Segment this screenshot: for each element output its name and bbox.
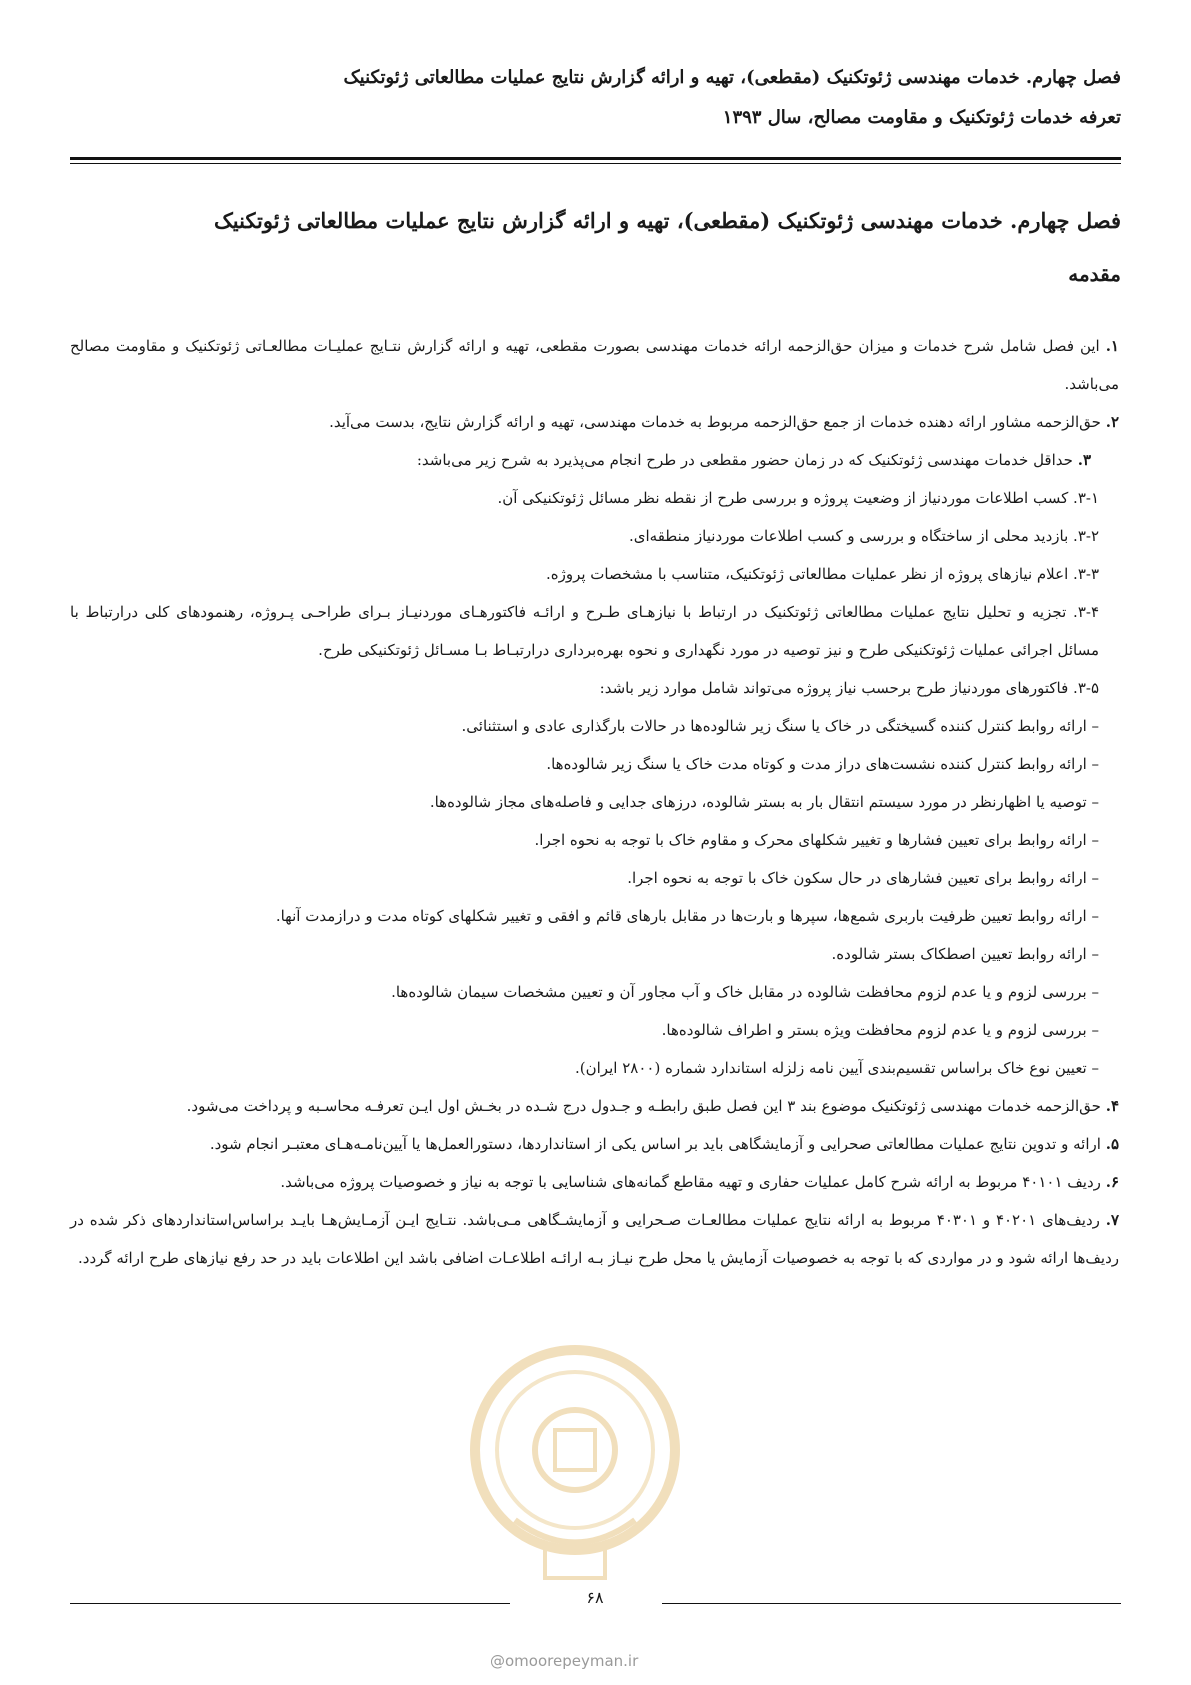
footer-rule-right <box>662 1603 1121 1604</box>
bullet-item: – تعیین نوع خاک براساس تقسیم‌بندی آیین نامه زلزله استاندارد شماره (۲۸۰۰ ایران). <box>575 1059 1099 1077</box>
bullet-item: – ارائه روابط برای تعیین فشارها و تغییر شکلهای محرک و مقاوم خاک با توجه به نحوه اجرا. <box>534 831 1099 849</box>
paragraph-text: حق‌الزحمه خدمات مهندسی ژئوتکنیک موضوع بند ۳ این فصل طبق رابطـه و جـدول درج شـده در بخـش اول ایـن تعرفـه محاسـبه و پرداخت می‌شود. <box>186 1097 1101 1115</box>
website-watermark: @omoorepeyman.ir <box>490 1652 639 1670</box>
paragraph-text: حق‌الزحمه مشاور ارائه دهنده خدمات از جمع حق‌الزحمه مربوط به خدمات مهندسی، تهیه و ارائه گزارش نتایج، بدست می‌آید. <box>329 413 1101 431</box>
subitem-3-2 <box>70 517 1121 555</box>
subitem-3-1 <box>70 479 1121 517</box>
paragraph-1 <box>70 327 1121 403</box>
bullet-item: – ارائه روابط کنترل کننده گسیختگی در خاک یا سنگ زیر شالوده‌ها در حالات بارگذاری عادی و استثنائی. <box>461 717 1099 735</box>
paragraph-number: ۳. <box>1077 451 1091 469</box>
subitem-number: ۳-۵. <box>1073 679 1099 697</box>
subitem-number: ۳-۱. <box>1073 489 1099 507</box>
paragraph-number: ۴. <box>1105 1097 1119 1115</box>
header-rule-thick <box>70 157 1121 160</box>
subitem-text: اعلام نیازهای پروژه از نظر عملیات مطالعاتی ژئوتکنیک، متناسب با مشخصات پروژه. <box>545 565 1069 583</box>
running-header <box>71 58 1121 138</box>
bullet-item: – ارائه روابط کنترل کننده نشست‌های دراز مدت و کوتاه مدت خاک یا سنگ زیر شالوده‌ها. <box>546 755 1099 773</box>
footer-rule-left <box>70 1603 510 1604</box>
header-tariff-line: تعرفه خدمات ژئوتکنیک و مقاومت مصالح، سال ۱۳۹۳ <box>722 107 1121 128</box>
subitem-text: تجزیه و تحلیل نتایج عملیات مطالعاتی ژئوتکنیک در ارتباط با نیازهـای طـرح و ارائـه فاکتورهـای موردنیـاز بـرای طراحـی پـروژه، رهنمودهای کلی درارتباط با مسائل اجرائی عملیات ژئوتکنیکی طرح و نیز توصیه در مورد نگهداری و نحوه بهره‌برداری درارتبـاط بـا مسـائل ژئوتکنیکی طرح. <box>70 603 1099 659</box>
bullet-item: – ارائه روابط تعیین ظرفیت باربری شمع‌ها، سپرها و بارت‌ها در مقابل بارهای قائم و افقی و تغییر شکلهای کوتاه مدت و درازمدت آنها. <box>275 907 1099 925</box>
subitem-3-5 <box>70 669 1121 707</box>
intro-heading: مقدمه <box>1068 262 1121 286</box>
paragraph-7 <box>70 1201 1121 1277</box>
subitem-text: فاکتورهای موردنیاز طرح برحسب نیاز پروژه می‌تواند شامل موارد زیر باشد: <box>599 679 1069 697</box>
subitem-text: کسب اطلاعات موردنیاز از وضعیت پروژه و بررسی طرح از نقطه نظر مسائل ژئوتکنیکی آن. <box>497 489 1069 507</box>
header-chapter-line: فصل چهارم. خدمات مهندسی ژئوتکنیک (مقطعی)، تهیه و ارائه گزارش نتایج عملیات مطالعاتی ژئوتکنیک <box>343 67 1121 88</box>
subitem-3-3 <box>70 555 1121 593</box>
paragraph-number: ۵. <box>1105 1135 1119 1153</box>
subitem-number: ۳-۴. <box>1073 603 1099 621</box>
seal-watermark <box>460 1320 690 1600</box>
paragraph-number: ۱. <box>1105 337 1119 355</box>
bullet-item: – توصیه یا اظهارنظر در مورد سیستم انتقال بار به بستر شالوده، درزهای جدایی و فاصله‌های مجاز شالوده‌ها. <box>429 793 1099 811</box>
paragraph-number: ۲. <box>1105 413 1119 431</box>
bullet-item: – ارائه روابط برای تعیین فشارهای در حال سکون خاک با توجه به نحوه اجرا. <box>627 869 1099 887</box>
paragraph-text: این فصل شامل شرح خدمات و میزان حق‌الزحمه ارائه خدمات مهندسی بصورت مقطعی، تهیه و ارائه گزارش نتـایج عملیـات مطالعـاتی ژئوتکنیک و مقاومت مصالح می‌باشد. <box>70 337 1119 393</box>
page-number: ۶۸ <box>586 1588 604 1607</box>
subitem-number: ۳-۲. <box>1073 527 1099 545</box>
paragraph-4 <box>70 1087 1121 1125</box>
paragraph-number: ۷. <box>1105 1211 1119 1229</box>
chapter-title: فصل چهارم. خدمات مهندسی ژئوتکنیک (مقطعی)، تهیه و ارائه گزارش نتایج عملیات مطالعاتی ژئوتکنیک <box>213 208 1121 233</box>
paragraph-text: ارائه و تدوین نتایج عملیات مطالعاتی صحرایی و آزمایشگاهی باید بر اساس یکی از استانداردها، دستورالعمل‌ها یا آیین‌نامـه‌هـای معتبـر انجام شود. <box>209 1135 1101 1153</box>
paragraph-2 <box>70 403 1121 441</box>
bullet-item: – بررسی لزوم و یا عدم لزوم محافظت ویژه بستر و اطراف شالوده‌ها. <box>661 1021 1099 1039</box>
subitem-3-4 <box>70 593 1121 669</box>
header-rule-thin <box>70 163 1121 164</box>
bullet-item: – بررسی لزوم و یا عدم لزوم محافظت شالوده در مقابل خاک و آب مجاور آن و تعیین مشخصات سیمان شالوده‌ها. <box>391 983 1099 1001</box>
paragraph-number: ۶. <box>1105 1173 1119 1191</box>
paragraph-text: حداقل خدمات مهندسی ژئوتکنیک که در زمان حضور مقطعی در طرح انجام می‌پذیرد به شرح زیر می‌باشد: <box>416 451 1073 469</box>
subitem-text: بازدید محلی از ساختگاه و بررسی و کسب اطلاعات موردنیاز منطقه‌ای. <box>629 527 1069 545</box>
paragraph-3 <box>70 441 1121 479</box>
bullet-item: – ارائه روابط تعیین اصطکاک بستر شالوده. <box>831 945 1099 963</box>
document-body <box>70 327 1121 1277</box>
paragraph-text: ردیف ۴۰۱۰۱ مربوط به ارائه شرح کامل عملیات حفاری و تهیه مقاطع گمانه‌های شناسایی با توجه به نیاز و خصوصیات پروژه می‌باشد. <box>280 1173 1101 1191</box>
paragraph-6 <box>70 1163 1121 1201</box>
paragraph-5 <box>70 1125 1121 1163</box>
subitem-number: ۳-۳. <box>1073 565 1099 583</box>
paragraph-text: ردیف‌های ۴۰۲۰۱ و ۴۰۳۰۱ مربوط به ارائه نتایج عملیات مطالعـات صـحرایی و آزمایشـگاهی مـی‌باشد. نتـایج ایـن آزمـایش‌هـا بایـد براساس‌استانداردهای ذکر شده در ردیف‌ها ارائه شود و در مواردی که با توجه به خصوصیات آزمایش یا محل طرح نیـاز بـه ارائـه اطلاعـات اضافی باشد این اطلاعات باید در حد رفع نیازهای طرح ارائه گردد. <box>70 1211 1119 1267</box>
